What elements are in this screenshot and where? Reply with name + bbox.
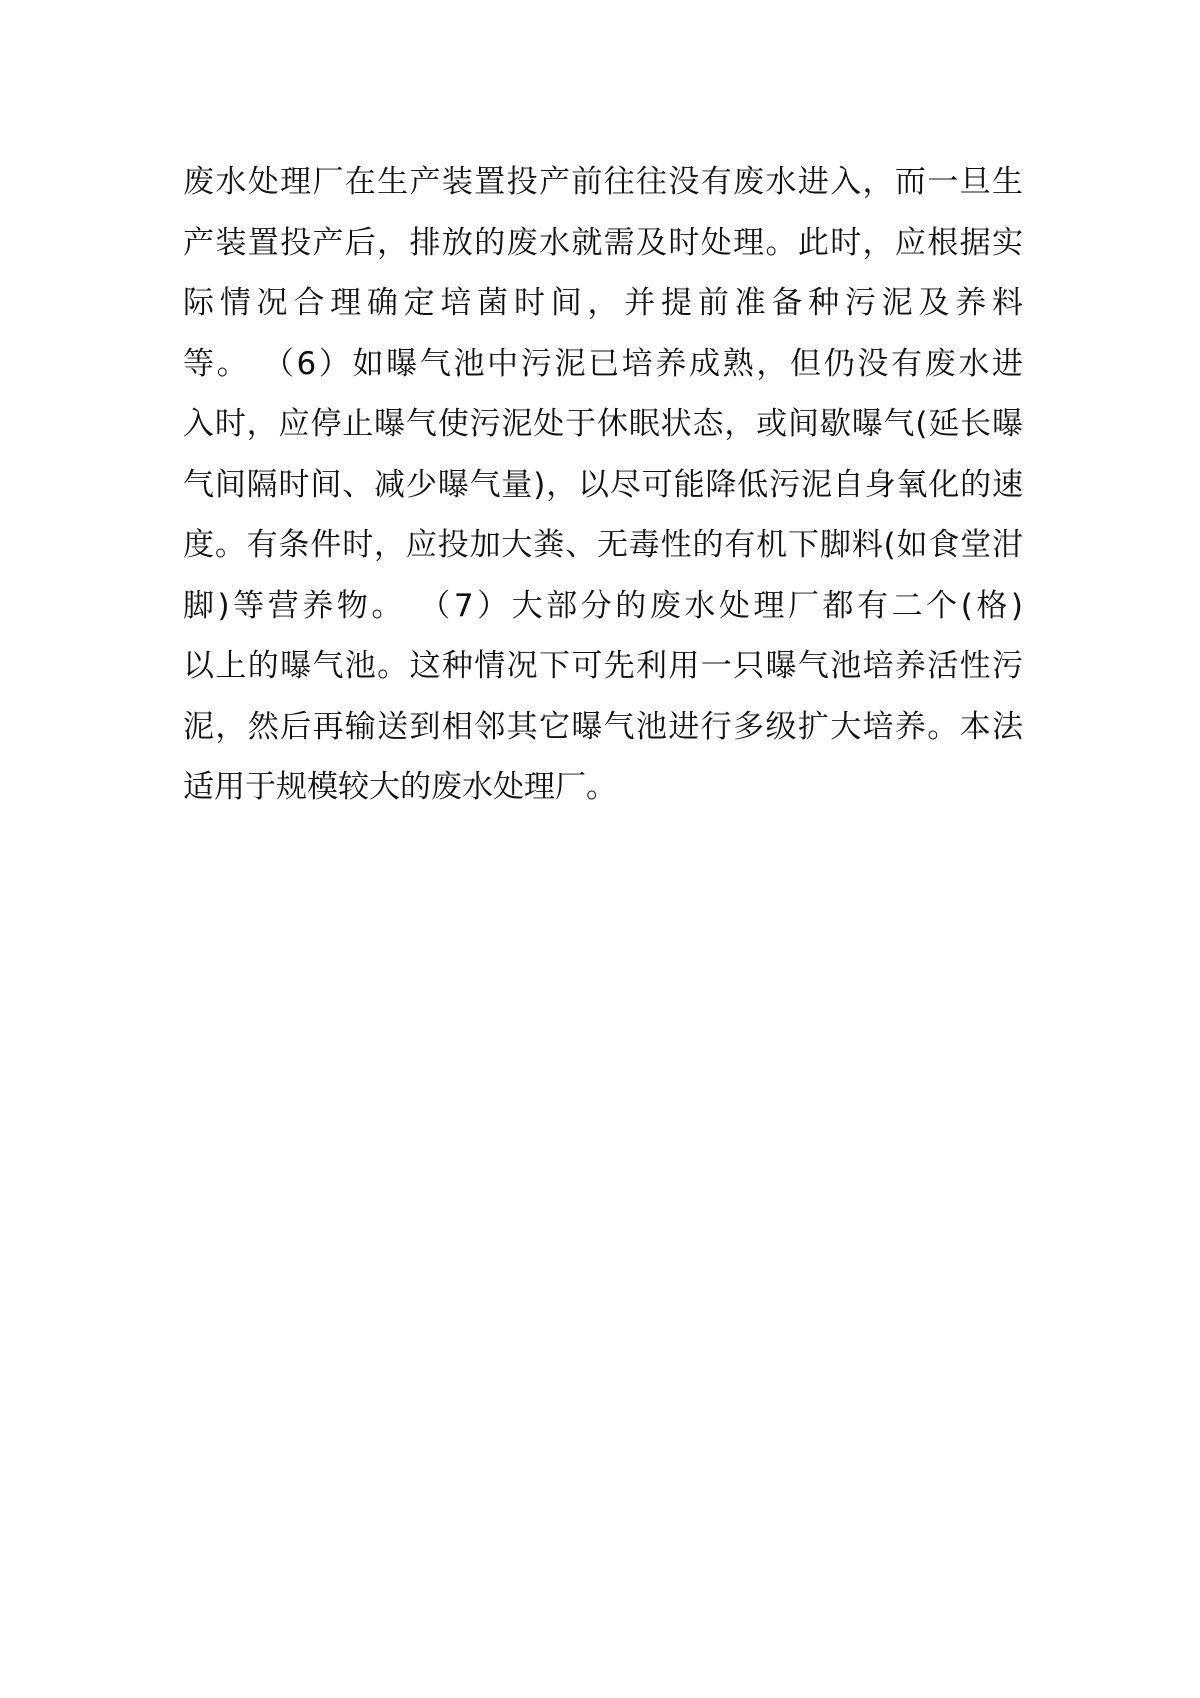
- text-line-7: 度。有条件时，应投加大粪、无毒性的有机下脚料(如食堂泔: [183, 527, 1023, 563]
- text-line-9: 以上的曝气池。这种情况下可先利用一只曝气池培养活性污: [183, 648, 1023, 684]
- text-line-2: 产装置投产后，排放的废水就需及时处理。此时，应根据实: [183, 224, 1023, 261]
- text-line-5: 入时，应停止曝气使污泥处于休眠状态，或间歇曝气(延长曝: [183, 406, 1023, 442]
- text-line-4: 等。 （6）如曝气池中污泥已培养成熟，但仍没有废水进: [183, 345, 1023, 382]
- text-line-6: 气间隔时间、减少曝气量)，以尽可能降低污泥自身氧化的速: [183, 466, 1023, 503]
- text-line-8: 脚)等营养物。 （7）大部分的废水处理厂都有二个(格): [183, 587, 1023, 624]
- text-line-11: 适用于规模较大的废水处理厂。: [183, 769, 617, 805]
- text-line-1: 废水处理厂在生产装置投产前往往没有废水进入，而一旦生: [183, 164, 1023, 200]
- body-text: [183, 152, 1023, 818]
- text-line-10: 泥，然后再输送到相邻其它曝气池进行多级扩大培养。本法: [183, 708, 1023, 745]
- text-line-3: 际情况合理确定培菌时间，并提前准备种污泥及养料: [183, 285, 1023, 321]
